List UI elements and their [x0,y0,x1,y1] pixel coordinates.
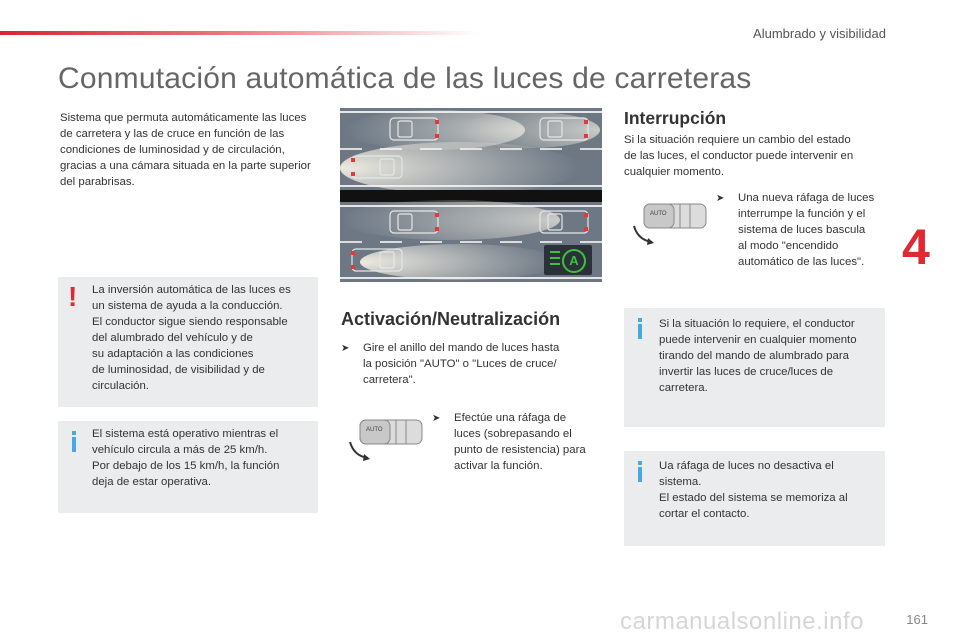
light-stalk-illustration [346,412,426,464]
info-line: tirando del mando de alumbrado para [659,350,849,362]
bullet-marker: ➤ [341,343,350,354]
warning-line: su adaptación a las condiciones [92,348,254,360]
interruption-text-line: cualquier momento. [624,166,725,178]
info-icon [638,461,642,482]
activation-step-2-line: punto de resistencia) para [454,444,586,456]
interruption-bullet-line: automático de las luces". [738,256,865,268]
info-line: cortar el contacto. [659,508,750,520]
info-line: sistema. [659,476,702,488]
info-box-memory [624,451,885,546]
header-accent-bar [0,31,480,35]
page-number: 161 [906,612,928,627]
interruption-heading: Interrupción [624,108,727,128]
info-box-operating-speed [58,421,318,513]
road-diagram [340,108,602,282]
stalk-auto-label: AUTO [650,211,667,217]
info-line: deja de estar operativa. [92,476,212,488]
activation-step-2-line: activar la función. [454,460,543,472]
info-icon [638,318,642,339]
section-title: Alumbrado y visibilidad [753,26,886,41]
activation-step-1-line: la posición "AUTO" o "Luces de cruce/ [363,358,557,370]
info-box-driver-override [624,308,885,427]
auto-beam-indicator-icon [562,249,586,273]
chapter-number: 4 [902,219,930,275]
info-line: invertir las luces de cruce/luces de [659,366,834,378]
info-line: El estado del sistema se memoriza al [659,492,848,504]
indicator-letter: A [569,253,579,268]
info-line: puede intervenir en cualquier momento [659,334,857,346]
warning-box [58,277,318,407]
light-stalk-illustration-2 [630,196,710,248]
warning-line: un sistema de ayuda a la conducción. [92,300,283,312]
info-icon [72,431,76,452]
activation-step-2-line: luces (sobrepasando el [454,428,572,440]
info-line: Si la situación lo requiere, el conductor [659,318,855,330]
bullet-marker: ➤ [716,193,725,204]
interruption-text-line: Si la situación requiere un cambio del estado [624,134,851,146]
info-line: Ua ráfaga de luces no desactiva el [659,460,834,472]
info-line: vehículo circula a más de 25 km/h. [92,444,268,456]
watermark: carmanualsonline.info [620,608,864,635]
interruption-text-line: de las luces, el conductor puede intervenir en [624,150,854,162]
activation-step-1-line: carretera". [363,374,416,386]
info-line: Por debajo de los 15 km/h, la función [92,460,280,472]
warning-line: de luminosidad, de visibilidad y de [92,364,265,376]
page-title: Conmutación automática de las luces de carreteras [58,62,752,95]
interruption-bullet-line: Una nueva ráfaga de luces [738,192,875,204]
activation-step-1-line: Gire el anillo del mando de luces hasta [363,342,560,354]
interruption-bullet-line: sistema de luces bascula [738,224,866,236]
intro-paragraph: Sistema que permuta automáticamente las luces de carretera y las de cruce en función de las condiciones de luminosidad y de circulación, gracias a una cámara situada en la parte superior del parabrisas. [60,112,311,188]
stalk-auto-label: AUTO [366,427,383,433]
alert-icon: ! [68,281,78,312]
bullet-marker: ➤ [432,413,441,424]
light-stalk-icon [630,196,710,248]
activation-heading: Activación/Neutralización [341,309,561,329]
warning-line: del alumbrado del vehículo y de [92,332,253,344]
activation-step-2-line: Efectúe una ráfaga de [454,412,567,424]
light-stalk-icon [346,412,426,464]
interruption-bullet-line: interrumpe la función y el [738,208,866,220]
info-line: carretera. [659,382,708,394]
interruption-bullet-line: al modo "encendido [738,240,839,252]
warning-line: El conductor sigue siendo responsable [92,316,288,328]
warning-line: La inversión automática de las luces es [92,284,291,296]
warning-line: circulación. [92,380,149,392]
info-line: El sistema está operativo mientras el [92,428,279,440]
